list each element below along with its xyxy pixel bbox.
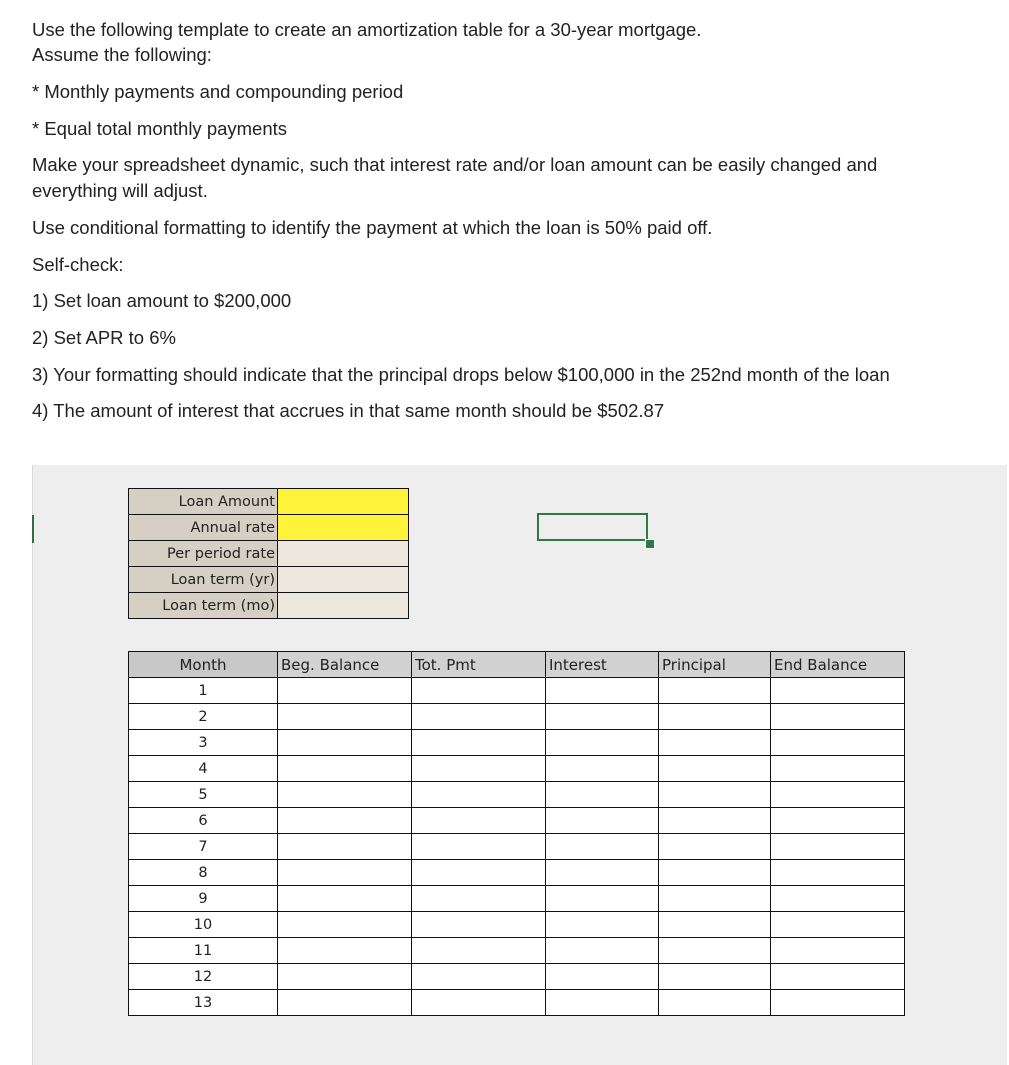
end-balance-cell[interactable] xyxy=(771,756,905,782)
loan-amount-label: Loan Amount xyxy=(129,489,278,515)
beg-balance-cell[interactable] xyxy=(278,886,412,912)
loan-term-mo-cell[interactable] xyxy=(278,593,409,619)
beg-balance-cell[interactable] xyxy=(278,756,412,782)
header-month: Month xyxy=(129,652,278,678)
table-row xyxy=(129,704,905,730)
tot-pmt-cell[interactable] xyxy=(412,938,546,964)
principal-cell[interactable] xyxy=(659,678,771,704)
header-beg-balance: Beg. Balance xyxy=(278,652,412,678)
beg-balance-cell[interactable] xyxy=(278,834,412,860)
tot-pmt-cell[interactable] xyxy=(412,730,546,756)
tot-pmt-cell[interactable] xyxy=(412,756,546,782)
month-cell[interactable]: 10 xyxy=(129,912,278,938)
end-balance-cell[interactable] xyxy=(771,782,905,808)
table-row xyxy=(129,834,905,860)
table-row xyxy=(129,990,905,1016)
instruction-line: 3) Your formatting should indicate that the principal drops below $100,000 in the 252nd month of the loan xyxy=(32,364,890,385)
interest-cell[interactable] xyxy=(546,886,659,912)
tot-pmt-cell[interactable] xyxy=(412,886,546,912)
month-cell[interactable]: 8 xyxy=(129,860,278,886)
tot-pmt-cell[interactable] xyxy=(412,964,546,990)
loan-term-yr-label: Loan term (yr) xyxy=(129,567,278,593)
interest-cell[interactable] xyxy=(546,990,659,1016)
tot-pmt-cell[interactable] xyxy=(412,860,546,886)
beg-balance-cell[interactable] xyxy=(278,938,412,964)
loan-parameters-table xyxy=(128,488,409,619)
per-period-rate-label: Per period rate xyxy=(129,541,278,567)
month-cell[interactable]: 2 xyxy=(129,704,278,730)
table-row xyxy=(129,730,905,756)
active-cell-selection[interactable] xyxy=(537,513,648,541)
month-cell[interactable]: 4 xyxy=(129,756,278,782)
annual-rate-input[interactable] xyxy=(278,515,409,541)
principal-cell[interactable] xyxy=(659,704,771,730)
instruction-line: Self-check: xyxy=(32,254,124,275)
table-row xyxy=(129,808,905,834)
instruction-line: Assume the following: xyxy=(32,44,212,65)
interest-cell[interactable] xyxy=(546,678,659,704)
table-row xyxy=(129,938,905,964)
end-balance-cell[interactable] xyxy=(771,834,905,860)
beg-balance-cell[interactable] xyxy=(278,964,412,990)
tot-pmt-cell[interactable] xyxy=(412,678,546,704)
principal-cell[interactable] xyxy=(659,860,771,886)
end-balance-cell[interactable] xyxy=(771,678,905,704)
month-cell[interactable]: 6 xyxy=(129,808,278,834)
interest-cell[interactable] xyxy=(546,808,659,834)
end-balance-cell[interactable] xyxy=(771,886,905,912)
beg-balance-cell[interactable] xyxy=(278,678,412,704)
beg-balance-cell[interactable] xyxy=(278,808,412,834)
header-interest: Interest xyxy=(546,652,659,678)
principal-cell[interactable] xyxy=(659,964,771,990)
instruction-line: Use conditional formatting to identify the payment at which the loan is 50% paid off. xyxy=(32,217,713,238)
principal-cell[interactable] xyxy=(659,834,771,860)
principal-cell[interactable] xyxy=(659,990,771,1016)
fill-handle[interactable] xyxy=(645,539,655,549)
instruction-line: * Monthly payments and compounding period xyxy=(32,81,404,102)
tot-pmt-cell[interactable] xyxy=(412,782,546,808)
tot-pmt-cell[interactable] xyxy=(412,990,546,1016)
instruction-line: 2) Set APR to 6% xyxy=(32,327,176,348)
principal-cell[interactable] xyxy=(659,756,771,782)
tot-pmt-cell[interactable] xyxy=(412,912,546,938)
instruction-line: Make your spreadsheet dynamic, such that interest rate and/or loan amount can be easily changed and xyxy=(32,154,878,175)
interest-cell[interactable] xyxy=(546,730,659,756)
beg-balance-cell[interactable] xyxy=(278,704,412,730)
end-balance-cell[interactable] xyxy=(771,860,905,886)
interest-cell[interactable] xyxy=(546,912,659,938)
interest-cell[interactable] xyxy=(546,704,659,730)
beg-balance-cell[interactable] xyxy=(278,912,412,938)
end-balance-cell[interactable] xyxy=(771,990,905,1016)
end-balance-cell[interactable] xyxy=(771,912,905,938)
month-cell[interactable]: 5 xyxy=(129,782,278,808)
table-row xyxy=(129,964,905,990)
loan-term-mo-label: Loan term (mo) xyxy=(129,593,278,619)
table-row xyxy=(129,912,905,938)
instruction-line: 1) Set loan amount to $200,000 xyxy=(32,290,292,311)
interest-cell[interactable] xyxy=(546,964,659,990)
month-cell[interactable]: 11 xyxy=(129,938,278,964)
tot-pmt-cell[interactable] xyxy=(412,834,546,860)
beg-balance-cell[interactable] xyxy=(278,730,412,756)
instruction-line: everything will adjust. xyxy=(32,180,208,201)
instruction-line: Use the following template to create an amortization table for a 30-year mortgage. xyxy=(32,19,702,40)
table-row xyxy=(129,782,905,808)
header-tot-pmt: Tot. Pmt xyxy=(412,652,546,678)
header-row xyxy=(129,652,905,678)
principal-cell[interactable] xyxy=(659,886,771,912)
header-end-balance: End Balance xyxy=(771,652,905,678)
principal-cell[interactable] xyxy=(659,912,771,938)
table-row xyxy=(129,756,905,782)
month-cell[interactable]: 3 xyxy=(129,730,278,756)
interest-cell[interactable] xyxy=(546,782,659,808)
instruction-line: * Equal total monthly payments xyxy=(32,118,288,139)
month-cell[interactable]: 1 xyxy=(129,678,278,704)
month-cell[interactable]: 7 xyxy=(129,834,278,860)
principal-cell[interactable] xyxy=(659,938,771,964)
beg-balance-cell[interactable] xyxy=(278,990,412,1016)
month-cell[interactable]: 12 xyxy=(129,964,278,990)
interest-cell[interactable] xyxy=(546,834,659,860)
per-period-rate-cell[interactable] xyxy=(278,541,409,567)
end-balance-cell[interactable] xyxy=(771,730,905,756)
end-balance-cell[interactable] xyxy=(771,808,905,834)
header-principal: Principal xyxy=(659,652,771,678)
month-cell[interactable]: 9 xyxy=(129,886,278,912)
tot-pmt-cell[interactable] xyxy=(412,808,546,834)
table-row xyxy=(129,860,905,886)
beg-balance-cell[interactable] xyxy=(278,782,412,808)
end-balance-cell[interactable] xyxy=(771,704,905,730)
month-cell[interactable]: 13 xyxy=(129,990,278,1016)
table-row xyxy=(129,678,905,704)
interest-cell[interactable] xyxy=(546,860,659,886)
beg-balance-cell[interactable] xyxy=(278,860,412,886)
loan-amount-input[interactable] xyxy=(278,489,409,515)
loan-term-yr-cell[interactable] xyxy=(278,567,409,593)
amortization-table xyxy=(128,651,905,1016)
tot-pmt-cell[interactable] xyxy=(412,704,546,730)
principal-cell[interactable] xyxy=(659,730,771,756)
end-balance-cell[interactable] xyxy=(771,938,905,964)
interest-cell[interactable] xyxy=(546,938,659,964)
table-row xyxy=(129,886,905,912)
principal-cell[interactable] xyxy=(659,782,771,808)
principal-cell[interactable] xyxy=(659,808,771,834)
instruction-line: 4) The amount of interest that accrues in that same month should be $502.87 xyxy=(32,400,665,421)
interest-cell[interactable] xyxy=(546,756,659,782)
end-balance-cell[interactable] xyxy=(771,964,905,990)
row-selection-marker xyxy=(32,515,34,543)
annual-rate-label: Annual rate xyxy=(129,515,278,541)
